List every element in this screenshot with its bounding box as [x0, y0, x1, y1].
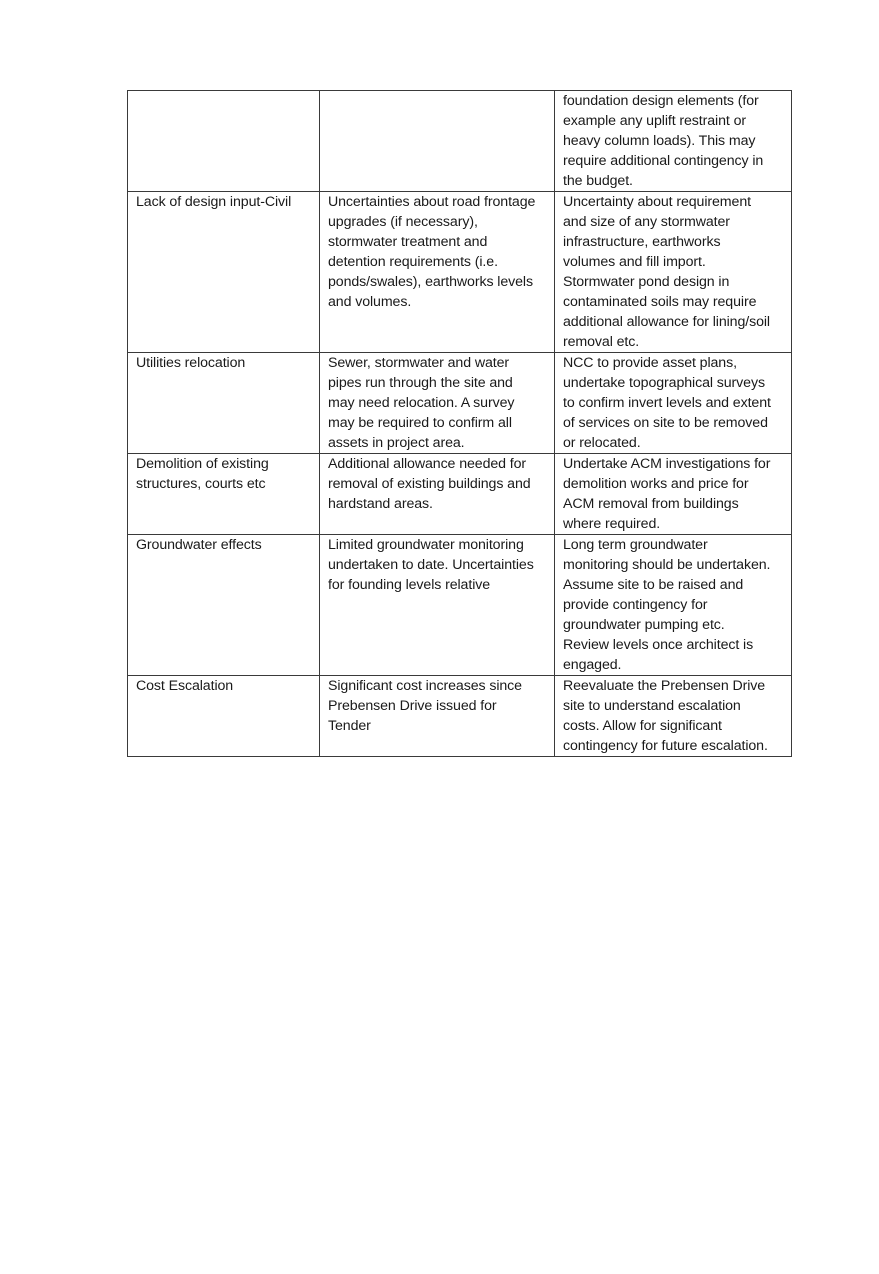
mitigation-cell: Undertake ACM investigations for demolition works and price for ACM removal from buildings where required. — [555, 454, 792, 535]
risk-cell: Groundwater effects — [128, 535, 320, 676]
description-cell: Uncertainties about road frontage upgrades (if necessary), stormwater treatment and detention requirements (i.e. ponds/swales), earthworks levels and volumes. — [320, 192, 555, 353]
description-cell: Significant cost increases since Prebensen Drive issued for Tender — [320, 676, 555, 757]
table-row — [128, 676, 792, 757]
mitigation-cell: Uncertainty about requirement and size of any stormwater infrastructure, earthworks volumes and fill import. Stormwater pond design in contaminated soils may require additional allowance for lining/soil removal etc. — [555, 192, 792, 353]
table-row — [128, 192, 792, 353]
table-row — [128, 91, 792, 192]
mitigation-cell: NCC to provide asset plans, undertake topographical surveys to confirm invert levels and extent of services on site to be removed or relocated. — [555, 353, 792, 454]
mitigation-cell: Reevaluate the Prebensen Drive site to understand escalation costs. Allow for significant contingency for future escalation. — [555, 676, 792, 757]
description-cell: Limited groundwater monitoring undertaken to date. Uncertainties for founding levels relative — [320, 535, 555, 676]
description-cell — [320, 91, 555, 192]
table-row — [128, 454, 792, 535]
description-cell: Additional allowance needed for removal of existing buildings and hardstand areas. — [320, 454, 555, 535]
risk-cell: Cost Escalation — [128, 676, 320, 757]
description-cell: Sewer, stormwater and water pipes run through the site and may need relocation. A survey may be required to confirm all assets in project area. — [320, 353, 555, 454]
mitigation-cell: Long term groundwater monitoring should be undertaken. Assume site to be raised and provide contingency for groundwater pumping etc. Review levels once architect is engaged. — [555, 535, 792, 676]
risk-cell: Demolition of existing structures, courts etc — [128, 454, 320, 535]
risk-cell: Lack of design input-Civil — [128, 192, 320, 353]
risk-table — [127, 90, 792, 757]
table-row — [128, 353, 792, 454]
table-row — [128, 535, 792, 676]
risk-cell: Utilities relocation — [128, 353, 320, 454]
mitigation-cell: foundation design elements (for example any uplift restraint or heavy column loads). This may require additional contingency in the budget. — [555, 91, 792, 192]
risk-cell — [128, 91, 320, 192]
